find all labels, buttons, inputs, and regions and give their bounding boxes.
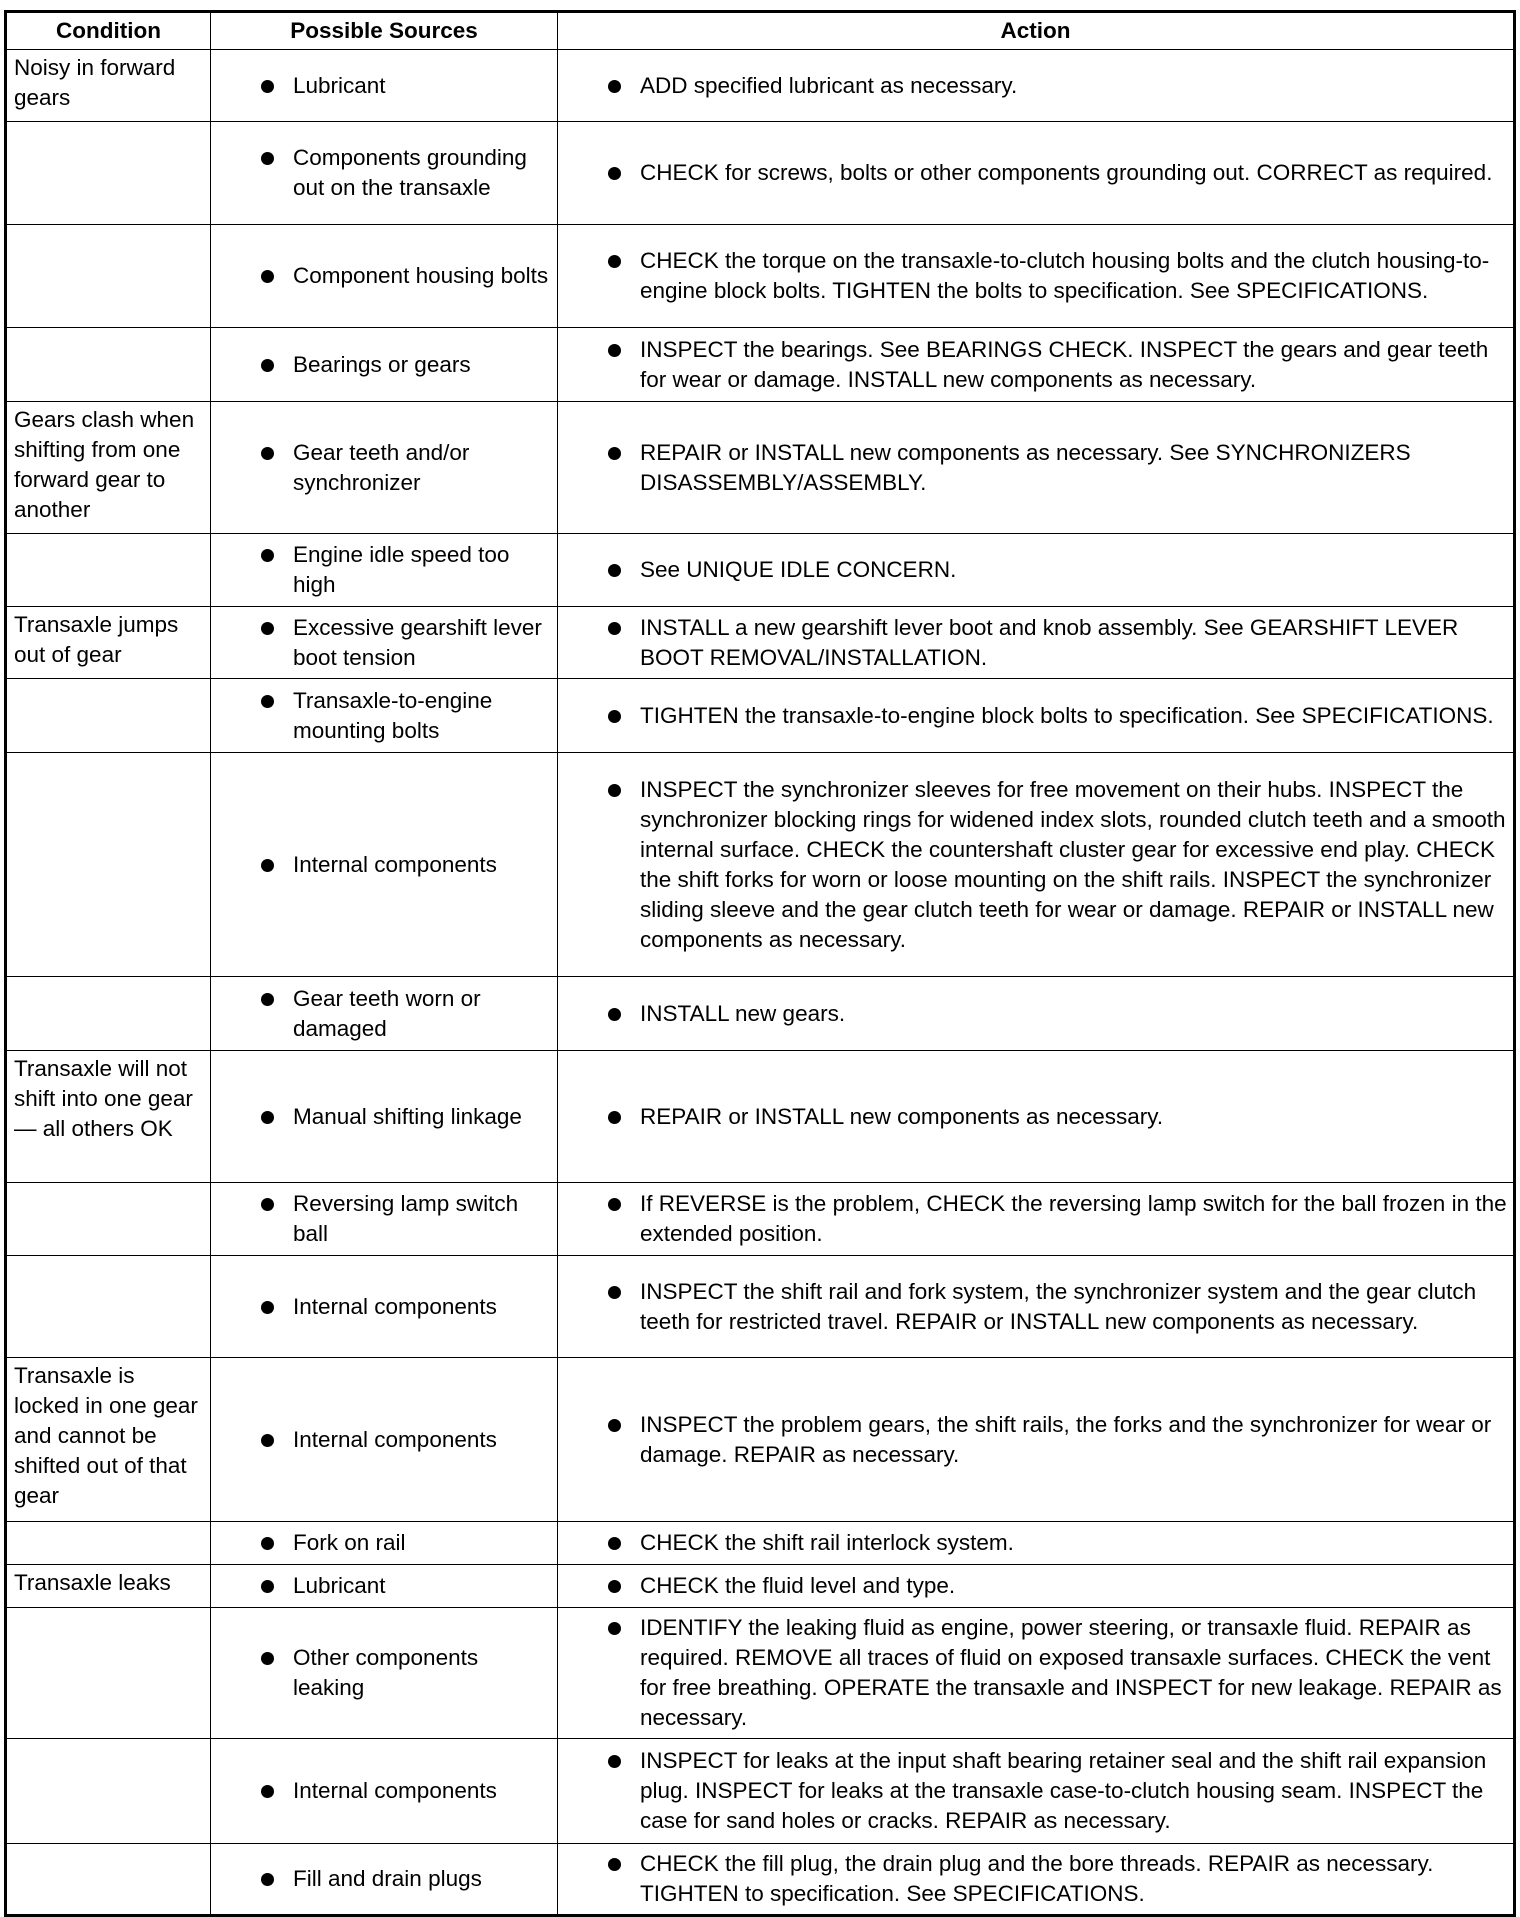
table-row — [6, 1739, 1515, 1844]
header-condition: Condition — [6, 12, 211, 50]
action-text: See UNIQUE IDLE CONCERN. — [640, 557, 957, 582]
action-cell — [558, 1739, 1515, 1844]
bullet-icon — [261, 152, 274, 165]
bullet-icon — [608, 344, 621, 357]
condition-cell — [6, 679, 211, 753]
table-row — [6, 607, 1515, 679]
table-row — [6, 977, 1515, 1051]
action-cell — [558, 607, 1515, 679]
action-text: CHECK the fill plug, the drain plug and the bore threads. REPAIR as necessary. TIGHTEN to specification. See SPECIFICATIONS. — [640, 1851, 1434, 1906]
source-cell — [211, 679, 558, 753]
bullet-icon — [608, 255, 621, 268]
action-cell — [558, 1256, 1515, 1358]
bullet-icon — [261, 80, 274, 93]
action-text: INSPECT the problem gears, the shift rails, the forks and the synchronizer for wear or damage. REPAIR as necessary. — [640, 1411, 1492, 1467]
condition-cell — [6, 977, 211, 1051]
bullet-icon — [261, 270, 274, 283]
source-text: Components grounding out on the transaxle — [293, 145, 527, 200]
diagnosis-table — [4, 10, 1516, 1917]
action-text: REPAIR or INSTALL new components as necessary. — [640, 1103, 1164, 1129]
bullet-icon — [608, 622, 621, 635]
bullet-icon — [261, 1652, 274, 1665]
bullet-icon — [261, 695, 274, 708]
bullet-icon — [261, 1111, 274, 1124]
source-cell — [211, 977, 558, 1051]
action-text: CHECK the fluid level and type. — [640, 1573, 956, 1598]
bullet-icon — [261, 1434, 274, 1447]
bullet-icon — [261, 1785, 274, 1798]
table-row — [6, 50, 1515, 122]
action-cell — [558, 402, 1515, 534]
table-row — [6, 122, 1515, 225]
action-cell — [558, 328, 1515, 402]
bullet-icon — [608, 1198, 621, 1211]
action-text: CHECK for screws, bolts or other components grounding out. CORRECT as required. — [640, 160, 1493, 185]
action-text: If REVERSE is the problem, CHECK the reversing lamp switch for the ball frozen in the extended position. — [640, 1191, 1507, 1246]
condition-cell: Transaxle leaks — [6, 1565, 211, 1608]
condition-cell — [6, 1739, 211, 1844]
condition-cell: Gears clash when shifting from one forward gear to another — [6, 402, 211, 534]
action-text: INSPECT the bearings. See BEARINGS CHECK. INSPECT the gears and gear teeth for wear or damage. INSTALL new components as necessary. — [640, 336, 1489, 392]
source-cell — [211, 1565, 558, 1608]
bullet-icon — [608, 1580, 621, 1593]
source-text: Engine idle speed too high — [293, 542, 510, 597]
source-text: Reversing lamp switch ball — [293, 1191, 519, 1246]
table-row — [6, 1522, 1515, 1565]
bullet-icon — [608, 1111, 621, 1124]
bullet-icon — [261, 1198, 274, 1211]
source-text: Gear teeth worn or damaged — [293, 985, 481, 1041]
source-cell — [211, 1183, 558, 1256]
table-row — [6, 679, 1515, 753]
condition-cell — [6, 122, 211, 225]
action-cell — [558, 1565, 1515, 1608]
bullet-icon — [261, 1580, 274, 1593]
bullet-icon — [261, 859, 274, 872]
bullet-icon — [261, 549, 274, 562]
source-cell — [211, 753, 558, 977]
source-text: Transaxle-to-engine mounting bolts — [293, 687, 493, 743]
source-text: Lubricant — [293, 1573, 386, 1598]
bullet-icon — [261, 1301, 274, 1314]
source-cell — [211, 607, 558, 679]
bullet-icon — [261, 447, 274, 460]
table-row — [6, 328, 1515, 402]
table-row — [6, 1358, 1515, 1522]
source-text: Manual shifting linkage — [293, 1103, 522, 1129]
source-text: Internal components — [293, 1778, 497, 1803]
condition-cell: Noisy in forward gears — [6, 50, 211, 122]
bullet-icon — [608, 1858, 621, 1871]
action-cell — [558, 1844, 1515, 1916]
condition-cell: Transaxle jumps out of gear — [6, 607, 211, 679]
table-row — [6, 1183, 1515, 1256]
bullet-icon — [261, 993, 274, 1006]
source-cell — [211, 1522, 558, 1565]
source-text: Excessive gearshift lever boot tension — [293, 614, 542, 670]
source-cell — [211, 50, 558, 122]
condition-cell — [6, 225, 211, 328]
source-cell — [211, 122, 558, 225]
bullet-icon — [608, 1755, 621, 1768]
action-cell — [558, 977, 1515, 1051]
source-text: Component housing bolts — [293, 263, 549, 288]
bullet-icon — [608, 710, 621, 723]
table-row — [6, 753, 1515, 977]
condition-cell: Transaxle will not shift into one gear — all others OK — [6, 1051, 211, 1183]
source-text: Lubricant — [293, 72, 386, 98]
source-cell — [211, 328, 558, 402]
condition-cell — [6, 1183, 211, 1256]
bullet-icon — [608, 1008, 621, 1021]
source-cell — [211, 1256, 558, 1358]
bullet-icon — [608, 167, 621, 180]
source-text: Fork on rail — [293, 1530, 406, 1555]
action-cell — [558, 122, 1515, 225]
action-text: IDENTIFY the leaking fluid as engine, power steering, or transaxle fluid. REPAIR as required. REMOVE all traces of fluid on exposed transaxle surfaces. CHECK the vent for free breathing. OPERATE the transaxle and INSPECT for new leakage. REPAIR as necessary. — [640, 1615, 1502, 1730]
action-cell — [558, 1183, 1515, 1256]
condition-cell — [6, 753, 211, 977]
table-row — [6, 1051, 1515, 1183]
action-text: TIGHTEN the transaxle-to-engine block bolts to specification. See SPECIFICATIONS. — [640, 702, 1494, 728]
action-cell — [558, 534, 1515, 607]
condition-cell — [6, 534, 211, 607]
source-cell — [211, 1051, 558, 1183]
bullet-icon — [608, 564, 621, 577]
source-cell — [211, 1844, 558, 1916]
bullet-icon — [608, 447, 621, 460]
bullet-icon — [608, 80, 621, 93]
action-text: INSPECT the shift rail and fork system, the synchronizer system and the gear clutch teeth for restricted travel. REPAIR or INSTALL new components as necessary. — [640, 1278, 1477, 1334]
action-cell — [558, 1051, 1515, 1183]
table-row — [6, 1565, 1515, 1608]
bullet-icon — [261, 622, 274, 635]
table-row — [6, 1844, 1515, 1916]
source-text: Gear teeth and/or synchronizer — [293, 439, 470, 495]
bullet-icon — [261, 359, 274, 372]
condition-cell — [6, 1256, 211, 1358]
action-cell — [558, 1358, 1515, 1522]
source-cell — [211, 402, 558, 534]
source-text: Internal components — [293, 1293, 497, 1319]
bullet-icon — [608, 784, 621, 797]
condition-cell — [6, 1608, 211, 1739]
header-sources: Possible Sources — [211, 12, 558, 50]
source-cell — [211, 225, 558, 328]
source-text: Internal components — [293, 851, 497, 877]
action-text: REPAIR or INSTALL new components as necessary. See SYNCHRONIZERS DISASSEMBLY/ASSEMBLY. — [640, 439, 1411, 495]
condition-cell: Transaxle is locked in one gear and cannot be shifted out of that gear — [6, 1358, 211, 1522]
condition-cell — [6, 328, 211, 402]
action-cell — [558, 225, 1515, 328]
action-text: ADD specified lubricant as necessary. — [640, 72, 1018, 98]
action-text: INSPECT for leaks at the input shaft bearing retainer seal and the shift rail expansion plug. INSPECT for leaks at the transaxle case-to-clutch housing seam. INSPECT the case for sand holes or cracks. REPAIR as necessary. — [640, 1748, 1487, 1833]
bullet-icon — [608, 1622, 621, 1635]
table-row — [6, 1608, 1515, 1739]
bullet-icon — [261, 1873, 274, 1886]
source-text: Bearings or gears — [293, 351, 471, 377]
source-cell — [211, 1358, 558, 1522]
table-row — [6, 534, 1515, 607]
condition-cell — [6, 1844, 211, 1916]
bullet-icon — [608, 1537, 621, 1550]
source-cell — [211, 534, 558, 607]
condition-cell — [6, 1522, 211, 1565]
action-cell — [558, 679, 1515, 753]
table-row — [6, 402, 1515, 534]
bullet-icon — [261, 1537, 274, 1550]
bullet-icon — [608, 1419, 621, 1432]
header-row — [6, 12, 1515, 50]
source-text: Internal components — [293, 1426, 497, 1452]
source-cell — [211, 1739, 558, 1844]
header-action: Action — [558, 12, 1515, 50]
action-cell — [558, 753, 1515, 977]
bullet-icon — [608, 1286, 621, 1299]
source-text: Fill and drain plugs — [293, 1866, 482, 1891]
action-text: INSPECT the synchronizer sleeves for free movement on their hubs. INSPECT the synchronizer blocking rings for widened index slots, rounded clutch teeth and a smooth internal surface. CHECK the countershaft cluster gear for excessive end play. CHECK the shift forks for worn or loose mounting on the shift rails. INSPECT the synchronizer sliding sleeve and the gear clutch teeth for wear or damage. REPAIR or INSTALL new components as necessary. — [640, 776, 1506, 952]
action-text: CHECK the shift rail interlock system. — [640, 1530, 1014, 1555]
table-row — [6, 1256, 1515, 1358]
table-row — [6, 225, 1515, 328]
action-text: CHECK the torque on the transaxle-to-clutch housing bolts and the clutch housing-to-engine block bolts. TIGHTEN the bolts to specification. See SPECIFICATIONS. — [640, 248, 1490, 303]
action-cell — [558, 1522, 1515, 1565]
source-cell — [211, 1608, 558, 1739]
action-text: INSTALL new gears. — [640, 1000, 846, 1026]
action-cell — [558, 1608, 1515, 1739]
action-cell — [558, 50, 1515, 122]
source-text: Other components leaking — [293, 1645, 479, 1700]
action-text: INSTALL a new gearshift lever boot and knob assembly. See GEARSHIFT LEVER BOOT REMOVAL/INSTALLATION. — [640, 614, 1459, 670]
